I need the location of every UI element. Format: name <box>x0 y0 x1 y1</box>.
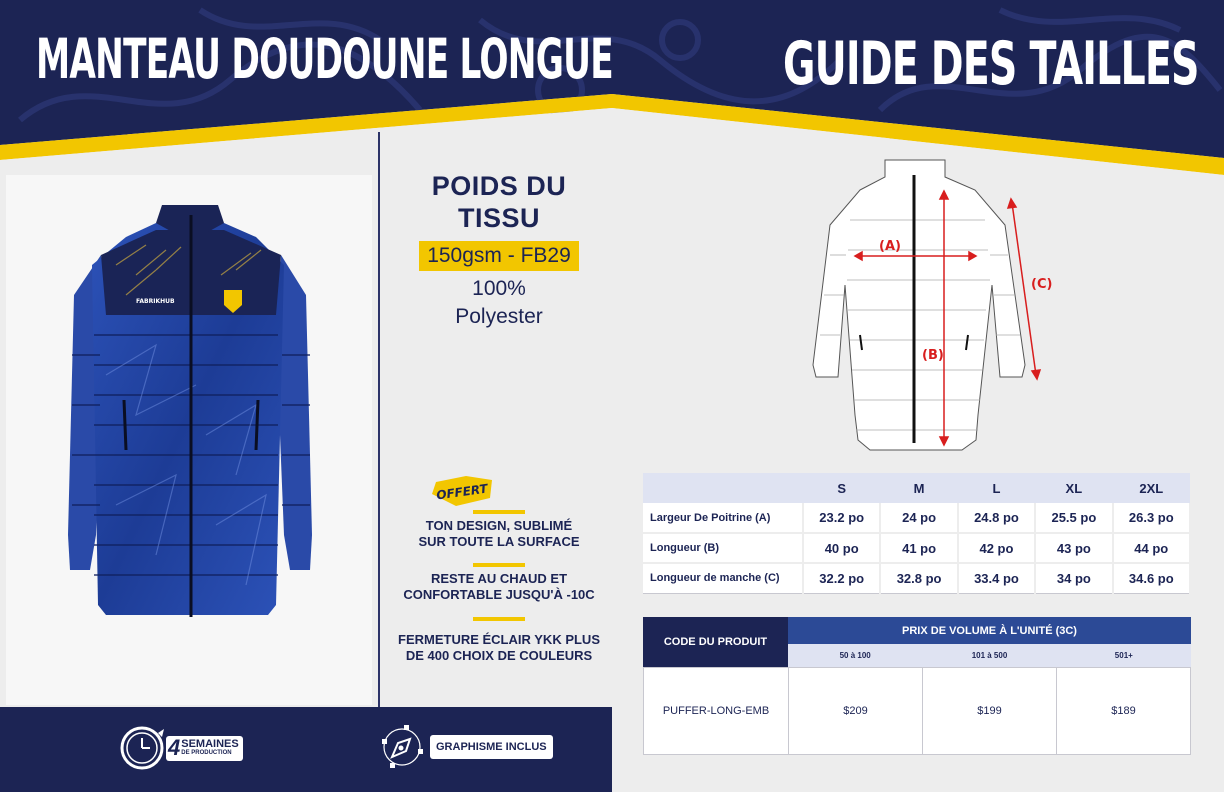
production-weeks-sub: DE PRODUCTION <box>181 750 232 756</box>
price-header <box>643 617 1191 667</box>
table-cell: 43 po <box>1035 533 1112 563</box>
product-code: PUFFER-LONG-EMB <box>644 668 789 754</box>
size-header: 2XL <box>1113 473 1190 503</box>
price-value: $189 <box>1111 705 1136 717</box>
table-row <box>643 503 1190 533</box>
table-cell: 33.4 po <box>958 563 1035 593</box>
product-title: MANTEAU DOUDOUNE LONGUE <box>36 28 613 92</box>
size-guide-title: GUIDE DES TAILLES <box>783 28 1199 99</box>
table-cell: 32.8 po <box>880 563 957 593</box>
photo-brand-text: FABRIKHUB <box>136 298 175 305</box>
size-header: S <box>803 473 880 503</box>
size-header-row <box>643 473 1190 503</box>
table-cell: 34.6 po <box>1113 563 1190 593</box>
table-row <box>643 533 1190 563</box>
feature-item: FERMETURE ÉCLAIR YKK PLUS DE 400 CHOIX DE COULEURS <box>398 632 600 663</box>
production-weeks-number: 4 <box>168 734 181 760</box>
features-list <box>390 476 608 664</box>
volume-tiers <box>788 644 1191 667</box>
tier-label: 101 à 500 <box>971 651 1008 660</box>
fabric-info <box>390 170 608 331</box>
feature-divider <box>473 617 525 621</box>
price-row <box>643 667 1191 755</box>
table-cell: 34 po <box>1035 563 1112 593</box>
vertical-divider <box>378 132 380 707</box>
price-value: $209 <box>789 668 923 754</box>
table-cell: 42 po <box>958 533 1035 563</box>
puffer-jacket-photo <box>6 175 372 705</box>
table-cell: 40 po <box>803 533 880 563</box>
fabric-composition: 100% Polyester <box>455 277 543 328</box>
size-table <box>643 473 1191 594</box>
clock-icon <box>118 723 168 773</box>
size-header: M <box>880 473 957 503</box>
table-row <box>643 563 1190 593</box>
label-a: (A) <box>879 239 901 254</box>
row-label: Longueur de manche (C) <box>643 563 803 593</box>
feature-divider <box>473 563 525 567</box>
feature-item: TON DESIGN, SUBLIMÉ SUR TOUTE LA SURFACE <box>418 518 580 549</box>
table-cell: 25.5 po <box>1035 503 1112 533</box>
fabric-title: POIDS DU TISSU <box>431 171 567 233</box>
table-cell: 26.3 po <box>1113 503 1190 533</box>
feature-divider <box>473 510 525 514</box>
bottom-bar <box>0 707 612 792</box>
label-c: (C) <box>1031 277 1053 292</box>
table-cell: 44 po <box>1113 533 1190 563</box>
size-header: L <box>958 473 1035 503</box>
production-weeks-label: SEMAINES <box>181 738 239 750</box>
label-b: (B) <box>922 348 944 363</box>
offert-badge-text: OFFERT <box>435 481 489 503</box>
table-cell: 24.8 po <box>958 503 1035 533</box>
table-cell: 24 po <box>880 503 957 533</box>
price-value: $199 <box>923 668 1057 754</box>
feature-item: RESTE AU CHAUD ET CONFORTABLE JUSQU'À -10C <box>403 571 595 602</box>
jacket-measurement-diagram <box>800 155 1070 460</box>
table-cell: 32.2 po <box>803 563 880 593</box>
jacket-outline <box>800 155 1070 460</box>
row-label: Longueur (B) <box>643 533 803 563</box>
size-header-blank <box>643 473 803 503</box>
tier-label: 50 à 100 <box>839 651 871 660</box>
pen-tool-icon <box>376 721 428 773</box>
price-table <box>643 617 1191 755</box>
table-cell: 23.2 po <box>803 503 880 533</box>
size-header: XL <box>1035 473 1112 503</box>
table-cell: 41 po <box>880 533 957 563</box>
product-code-header: CODE DU PRODUIT <box>643 617 788 667</box>
tier-label: 501+ <box>1114 651 1133 660</box>
design-included-label: GRAPHISME INCLUS <box>430 735 553 759</box>
header-banner <box>0 0 1224 175</box>
offert-badge-icon <box>426 472 498 508</box>
product-photo-panel <box>6 175 372 705</box>
row-label: Largeur De Poitrine (A) <box>643 503 803 533</box>
design-included-badge <box>376 721 553 773</box>
fabric-weight-badge: 150gsm - FB29 <box>419 241 579 271</box>
volume-price-header: PRIX DE VOLUME À L'UNITÉ (3C) <box>788 617 1191 644</box>
production-time-badge <box>118 723 243 773</box>
